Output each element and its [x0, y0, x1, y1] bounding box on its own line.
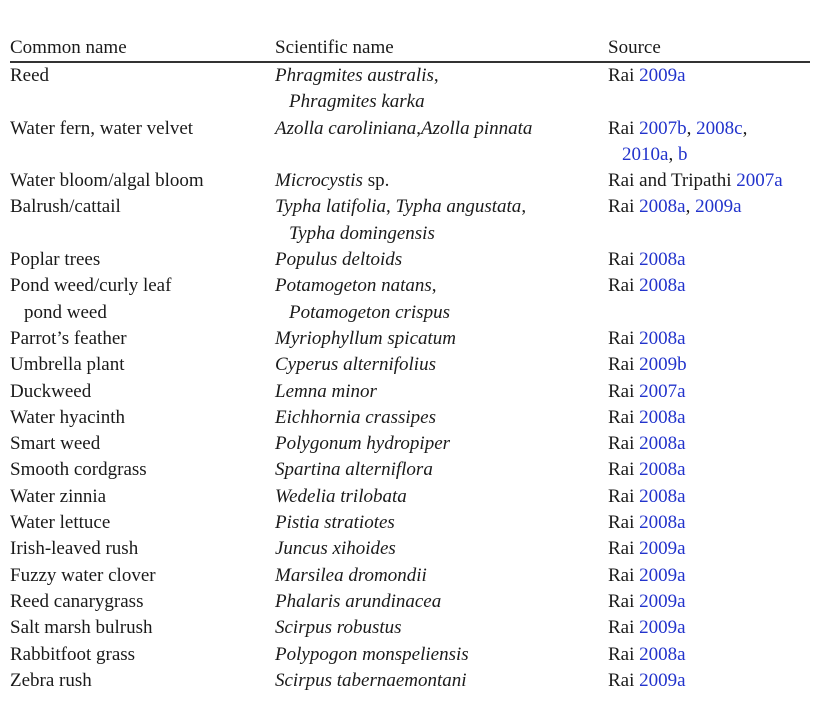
citation-link[interactable]: 2008a	[639, 459, 686, 481]
citation-link[interactable]: 2008c	[696, 117, 743, 139]
citation-link[interactable]: 2007a	[736, 170, 783, 192]
cell-source	[608, 642, 686, 668]
scientific-name-line	[275, 615, 402, 641]
table-row	[10, 484, 810, 510]
cell-source	[608, 668, 686, 694]
cell-source	[608, 431, 686, 457]
citation-link[interactable]: 2009a	[639, 538, 686, 560]
cell-scientific-name	[275, 194, 526, 247]
scientific-name-line	[275, 379, 377, 405]
citation-link[interactable]: 2008a	[639, 406, 686, 428]
table-row	[10, 63, 810, 116]
scientific-name-line	[275, 89, 439, 115]
scientific-name-line	[275, 273, 450, 299]
common-name-line: Salt marsh bulrush	[10, 617, 153, 639]
punctuation: ,	[386, 196, 396, 218]
scientific-name-line	[275, 536, 396, 562]
source-text: ,	[686, 117, 697, 139]
common-name-line: Reed	[10, 65, 50, 86]
species-name: Myriophyllum spicatum	[275, 327, 457, 349]
source-text: Rai	[608, 485, 640, 507]
punctuation: sp.	[362, 170, 390, 192]
cell-source	[608, 273, 686, 299]
cell-source	[608, 326, 686, 352]
citation-link[interactable]: 2009a	[639, 669, 686, 691]
species-name: Eichhornia crassipes	[275, 406, 436, 428]
table-row	[10, 510, 810, 536]
cell-scientific-name	[275, 536, 396, 562]
source-text: Rai	[608, 643, 640, 665]
source-line	[608, 273, 686, 299]
source-line	[608, 431, 686, 457]
cell-scientific-name	[275, 642, 469, 668]
source-text: Rai	[608, 117, 640, 139]
species-name: Pistia stratiotes	[275, 512, 395, 534]
source-text: Rai	[608, 65, 640, 86]
common-name-line: Water bloom/algal bloom	[10, 170, 204, 192]
cell-common-name	[10, 642, 135, 668]
cell-common-name	[10, 352, 125, 378]
source-line	[608, 168, 783, 194]
scientific-name-line	[275, 221, 526, 247]
cell-scientific-name	[275, 168, 389, 194]
scientific-name-line	[275, 510, 395, 536]
species-name: Wedelia trilobata	[275, 485, 407, 507]
citation-link[interactable]: 2008a	[639, 275, 686, 297]
cell-common-name	[10, 484, 106, 510]
citation-link[interactable]: 2009a	[639, 617, 686, 639]
header-source: Source	[608, 37, 661, 58]
table-row	[10, 352, 810, 378]
source-line	[608, 116, 747, 142]
cell-common-name	[10, 116, 193, 142]
common-name-line: Parrot’s feather	[10, 327, 127, 349]
citation-link[interactable]: 2009a	[639, 590, 686, 612]
source-line	[608, 510, 686, 536]
table-row	[10, 168, 810, 194]
table-row	[10, 589, 810, 615]
cell-source	[608, 563, 686, 589]
species-name: Typha angustata	[395, 196, 522, 218]
table-row	[10, 405, 810, 431]
common-name-line: Water fern, water velvet	[10, 117, 194, 139]
cell-source	[608, 63, 686, 89]
source-line	[608, 642, 686, 668]
table-row	[10, 379, 810, 405]
source-text: Rai	[608, 249, 640, 271]
cell-source	[608, 168, 783, 194]
common-name-line: Balrush/cattail	[10, 196, 121, 218]
table-body	[10, 63, 810, 694]
species-name: Typha latifolia	[275, 196, 387, 218]
cell-scientific-name	[275, 589, 441, 615]
common-name-line: Reed canarygrass	[10, 590, 144, 612]
header-common-name: Common name	[10, 37, 127, 58]
scientific-name-line	[275, 589, 441, 615]
cell-common-name	[10, 63, 49, 89]
species-name: Microcystis	[275, 170, 363, 192]
cell-common-name	[10, 405, 125, 431]
cell-scientific-name	[275, 405, 436, 431]
cell-scientific-name	[275, 63, 439, 116]
source-text: Rai	[608, 275, 640, 297]
source-line	[608, 326, 686, 352]
species-name: Azolla caroliniana	[275, 117, 417, 139]
scientific-name-line	[275, 116, 532, 142]
cell-source	[608, 536, 686, 562]
cell-scientific-name	[275, 457, 433, 483]
table-row	[10, 457, 810, 483]
species-name: Spartina alterniflora	[275, 459, 433, 481]
cell-common-name	[10, 273, 171, 326]
cell-common-name	[10, 563, 156, 589]
species-name: Marsilea dromondii	[275, 564, 427, 586]
cell-scientific-name	[275, 484, 407, 510]
cell-source	[608, 379, 686, 405]
cell-scientific-name	[275, 563, 427, 589]
table-row	[10, 615, 810, 641]
cell-scientific-name	[275, 615, 402, 641]
cell-common-name	[10, 668, 92, 694]
common-name-line: Poplar trees	[10, 249, 101, 271]
source-text: Rai	[608, 590, 640, 612]
common-name-line: Smooth cordgrass	[10, 459, 147, 481]
source-text: Rai	[608, 512, 640, 534]
citation-link[interactable]: 2008a	[639, 433, 686, 455]
scientific-name-line	[275, 63, 439, 89]
scientific-name-line	[275, 668, 467, 694]
source-line	[608, 379, 686, 405]
source-line	[608, 457, 686, 483]
cell-common-name	[10, 379, 91, 405]
source-line	[608, 484, 686, 510]
cell-common-name	[10, 326, 127, 352]
scientific-name-line	[275, 300, 450, 326]
table-header	[10, 34, 810, 63]
cell-source	[608, 510, 686, 536]
source-line	[608, 247, 686, 273]
citation-link[interactable]: 2008a	[639, 512, 686, 534]
table-row	[10, 431, 810, 457]
source-line	[608, 668, 686, 694]
species-name: Polygonum hydropiper	[275, 433, 451, 455]
table-row	[10, 116, 810, 169]
cell-common-name	[10, 194, 121, 220]
cell-scientific-name	[275, 116, 532, 142]
cell-common-name	[10, 247, 100, 273]
species-name: Scirpus robustus	[275, 617, 402, 639]
source-line	[608, 405, 686, 431]
cell-common-name	[10, 536, 138, 562]
table-row	[10, 273, 810, 326]
species-name: Juncus xihoides	[275, 538, 396, 560]
species-name: Polypogon monspeliensis	[275, 643, 469, 665]
citation-link[interactable]: 2009a	[639, 65, 686, 86]
citation-link[interactable]: b	[677, 143, 688, 165]
source-line	[608, 589, 686, 615]
cell-source	[608, 116, 747, 169]
scientific-name-line	[275, 194, 526, 220]
cell-scientific-name	[275, 431, 450, 457]
cell-common-name	[10, 457, 147, 483]
source-line	[608, 615, 686, 641]
cell-source	[608, 194, 742, 220]
table-row	[10, 642, 810, 668]
citation-link[interactable]: 2008a	[639, 327, 686, 349]
punctuation: ,	[416, 117, 422, 139]
source-text: Rai	[608, 669, 640, 691]
species-name: Azolla pinnata	[421, 117, 533, 139]
punctuation: ,	[521, 196, 527, 218]
common-name-line: Umbrella plant	[10, 354, 125, 376]
source-text: Rai	[608, 538, 640, 560]
table-row	[10, 563, 810, 589]
source-line	[608, 194, 742, 220]
punctuation: ,	[431, 275, 437, 297]
table-row	[10, 536, 810, 562]
species-name: Potamogeton natans	[275, 275, 432, 297]
cell-scientific-name	[275, 273, 450, 326]
source-line	[608, 536, 686, 562]
source-line	[608, 142, 747, 168]
cell-common-name	[10, 431, 100, 457]
table-row	[10, 668, 810, 694]
species-name: Lemna minor	[275, 380, 377, 402]
citation-link[interactable]: 2010a	[622, 143, 669, 165]
cell-scientific-name	[275, 352, 436, 378]
common-name-line: Fuzzy water clover	[10, 564, 156, 586]
scientific-name-line	[275, 431, 450, 457]
source-text: Rai	[608, 617, 640, 639]
scientific-name-line	[275, 405, 436, 431]
cell-source	[608, 484, 686, 510]
citation-link[interactable]: 2008a	[639, 249, 686, 271]
cell-source	[608, 589, 686, 615]
cell-source	[608, 247, 686, 273]
common-name-line: pond weed	[24, 301, 107, 323]
cell-common-name	[10, 615, 153, 641]
common-name-line: Zebra rush	[10, 669, 92, 691]
cell-scientific-name	[275, 379, 377, 405]
citation-link[interactable]: 2009a	[639, 564, 686, 586]
citation-link[interactable]: 2007a	[639, 380, 686, 402]
scientific-name-line	[275, 484, 407, 510]
common-name-line: Smart weed	[10, 433, 101, 455]
cell-source	[608, 405, 686, 431]
scientific-name-line	[275, 457, 433, 483]
species-name: Scirpus tabernaemontani	[275, 669, 467, 691]
table-row	[10, 326, 810, 352]
cell-scientific-name	[275, 668, 467, 694]
plant-species-table	[10, 34, 810, 694]
cell-source	[608, 352, 687, 378]
source-text: ,	[742, 117, 748, 139]
scientific-name-line	[275, 247, 402, 273]
cell-source	[608, 615, 686, 641]
source-text: Rai and Tripathi	[608, 170, 737, 192]
scientific-name-line	[275, 642, 469, 668]
common-name-line: Pond weed/curly leaf	[10, 275, 172, 297]
scientific-name-line	[275, 168, 389, 194]
punctuation: ,	[433, 65, 439, 86]
common-name-line: Irish-leaved rush	[10, 538, 139, 560]
source-text: Rai	[608, 564, 640, 586]
citation-link[interactable]: 2008a	[639, 485, 686, 507]
common-name-line: Duckweed	[10, 380, 92, 402]
cell-common-name	[10, 168, 204, 194]
citation-link[interactable]: 2007b	[639, 117, 687, 139]
table-row	[10, 194, 810, 247]
species-name: Phalaris arundinacea	[275, 590, 442, 612]
common-name-line: Water zinnia	[10, 485, 107, 507]
source-line	[608, 563, 686, 589]
source-line	[608, 63, 686, 89]
source-text: Rai	[608, 406, 640, 428]
source-text: Rai	[608, 459, 640, 481]
species-name: Potamogeton crispus	[289, 301, 450, 323]
source-text: Rai	[608, 380, 640, 402]
header-scientific-name: Scientific name	[275, 37, 394, 58]
species-name: Phragmites australis	[275, 65, 434, 86]
source-text: Rai	[608, 433, 640, 455]
species-name: Typha domingensis	[289, 222, 435, 244]
scientific-name-line	[275, 563, 427, 589]
source-line	[608, 352, 687, 378]
species-name: Cyperus alternifolius	[275, 354, 436, 376]
common-name-line: Rabbitfoot grass	[10, 643, 136, 665]
source-text: Rai	[608, 196, 640, 218]
citation-link[interactable]: 2008a	[639, 643, 686, 665]
common-name-line: Water hyacinth	[10, 406, 126, 428]
common-name-line: Water lettuce	[10, 512, 111, 534]
cell-common-name	[10, 589, 143, 615]
cell-common-name	[10, 510, 110, 536]
species-name: Populus deltoids	[275, 249, 403, 271]
cell-scientific-name	[275, 247, 402, 273]
cell-source	[608, 457, 686, 483]
citation-link[interactable]: 2009b	[639, 354, 687, 376]
scientific-name-line	[275, 352, 436, 378]
citation-link[interactable]: 2009a	[695, 196, 742, 218]
source-text: Rai	[608, 354, 640, 376]
table-row	[10, 247, 810, 273]
citation-link[interactable]: 2008a	[639, 196, 686, 218]
source-text: Rai	[608, 327, 640, 349]
species-name: Phragmites karka	[289, 91, 425, 113]
scientific-name-line	[275, 326, 456, 352]
cell-scientific-name	[275, 510, 395, 536]
source-text: ,	[668, 143, 678, 165]
source-text: ,	[685, 196, 696, 218]
cell-scientific-name	[275, 326, 456, 352]
